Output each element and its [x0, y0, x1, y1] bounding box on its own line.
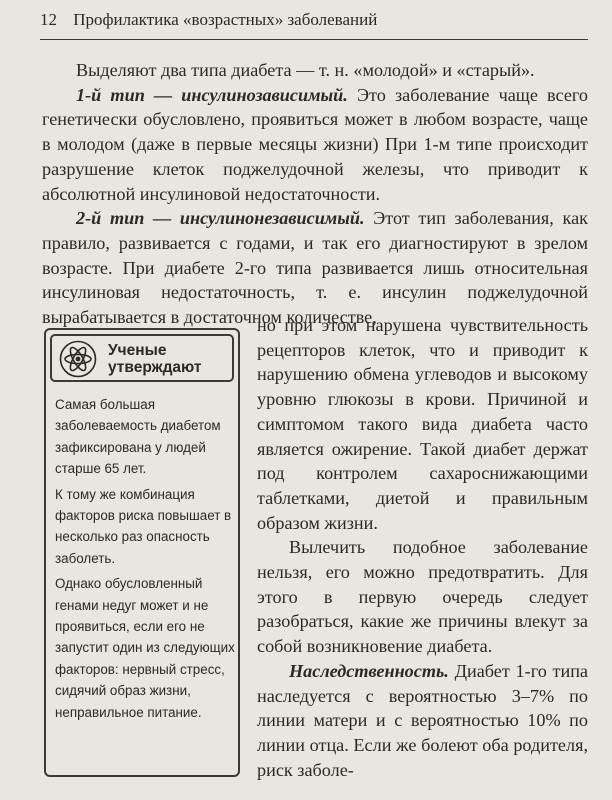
term-type-1: 1-й тип — инсулинозависимый.: [76, 84, 348, 105]
main-text: [42, 58, 588, 330]
paragraph-type-2: 2-й тип — инсулинонезависимый. Этот тип заболевания, как правило, развивается с годами, и так его диагностируют в зрелом возрасте. При диабете 2-го типа развивается лишь относительная инсулиновая недостаточность, т. е. инсулин поджелудочной вырабатывается в достаточном количестве,: [42, 208, 588, 328]
atom-icon: [58, 340, 98, 378]
sidebar-paragraph: Самая большая заболеваемость диабетом зафиксирована у людей старше 65 лет.: [55, 397, 221, 477]
paragraph-type-2-continued: но при этом нарушена чувствительность рецепторов клеток, что и приводит к нарушению обмена углеводов и высокому уровню глюкозы в крови. Причиной и симптомом такого вида диабета часто является ожирение. Такой диабет держат под контролем сахароснижающими таблетками, диетой и правильным образом жизни.: [257, 315, 588, 533]
sidebar-box-scientists: [44, 328, 240, 777]
paragraph-type-1: 1-й тип — инсулинозависимый. Это заболевание чаще всего генетически обусловлено, проявиться может в любом возрасте, чаще в молодом (даже в первые месяцы жизни) При 1-м типе происходит разрушение клеток поджелудочной железы, что приводит к абсолютной инсулиновой недостаточности.: [42, 84, 588, 204]
right-column-text: [257, 313, 588, 782]
term-type-2: 2-й тип — инсулинонезависимый.: [76, 208, 365, 229]
term-heredity: Наследственность.: [289, 660, 449, 681]
sidebar-title: Ученые утверждают: [108, 342, 202, 376]
sidebar-body: [55, 394, 235, 727]
sidebar-header: [50, 334, 234, 382]
sidebar-paragraph: К тому же комбинация факторов риска повышает в несколько раз опасность заболеть.: [55, 486, 232, 566]
paragraph-prevention: Вылечить подобное заболевание нельзя, его можно предотвратить. Для этого в первую очередь следует разобраться, какие же причины влекут за собой возникновение диабета.: [257, 537, 588, 657]
running-header: [40, 10, 590, 40]
sidebar-paragraph: Однако обусловленный генами недуг может и не проявиться, если его не запустит один из следующих факторов: нервный стресс, сидячий образ жизни, неправильное питание.: [55, 576, 235, 720]
header-rule: [40, 39, 588, 40]
running-title: Профилактика «возрастных» заболеваний: [73, 10, 378, 29]
paragraph-heredity: Наследственность. Диабет 1-го типа наследуется с вероятностью 3–7% по линии матери и с вероятностью 10% по линии отца. Если же болеют оба родителя, риск заболе-: [257, 660, 588, 780]
page-number: 12: [40, 10, 57, 29]
paragraph-diabetes-types: Выделяют два типа диабета — т. н. «молодой» и «старый».: [76, 60, 535, 80]
